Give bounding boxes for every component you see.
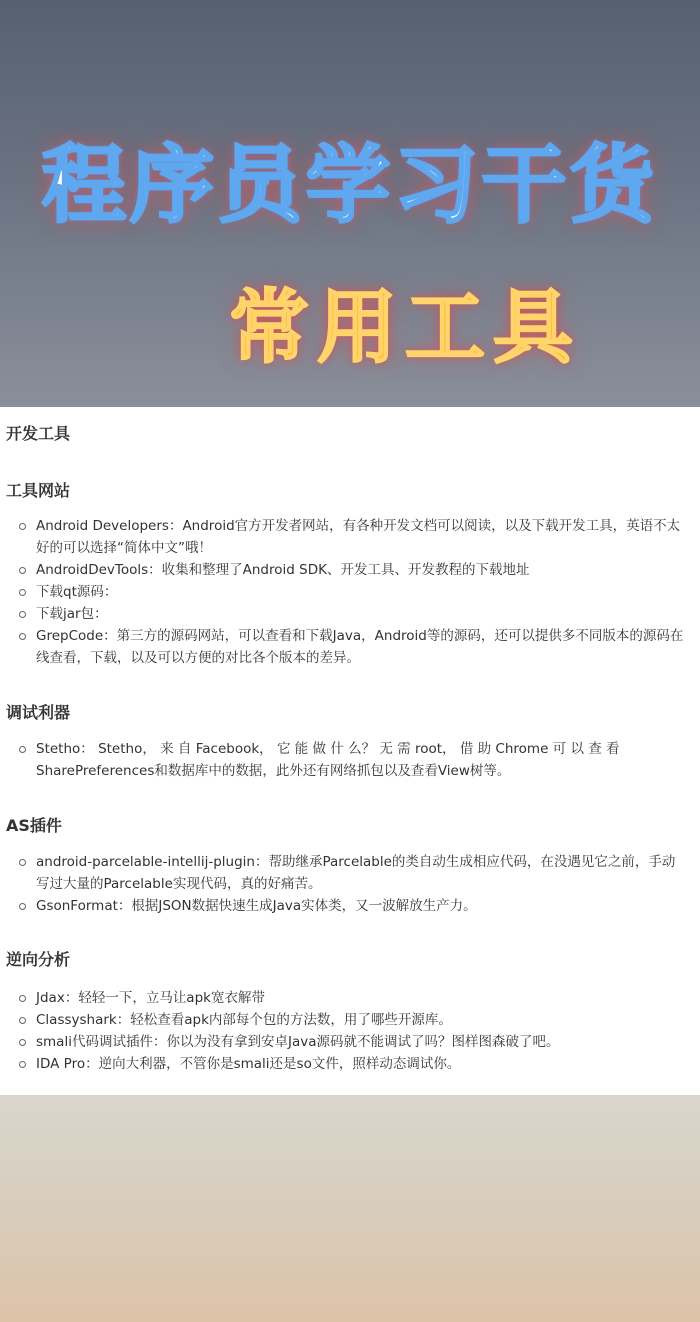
list-item: 下载jar包：	[0, 603, 700, 625]
list-item: Stetho： Stetho， 来 自 Facebook， 它 能 做 什 么？ 无 需 root， 借 助 Chrome 可 以 查 看 SharePreferences和数据库中的数据，此外还有网络抓包以及查看View树等。	[0, 738, 700, 782]
list-item: Classyshark：轻松查看apk内部每个包的方法数，用了哪些开源库。	[0, 1009, 700, 1031]
as-plugins-list	[0, 851, 700, 917]
tool-sites-list	[0, 515, 700, 669]
reverse-list	[0, 987, 700, 1075]
debug-tools-list	[0, 738, 700, 782]
list-item: Jdax：轻轻一下，立马让apk宽衣解带	[0, 987, 700, 1009]
list-item: AndroidDevTools：收集和整理了Android SDK、开发工具、开发教程的下载地址	[0, 559, 700, 581]
list-item: 下载qt源码：	[0, 581, 700, 603]
heading-tool-sites: 工具网站	[6, 481, 71, 500]
banner-subtitle: 常用工具	[229, 281, 581, 374]
list-item: smali代码调试插件：你以为没有拿到安卓Java源码就不能调试了吗？图样图森破了吧。	[0, 1031, 700, 1053]
heading-reverse: 逆向分析	[6, 950, 71, 969]
list-item: IDA Pro：逆向大利器，不管你是smali还是so文件，照样动态调试你。	[0, 1053, 700, 1075]
list-item: Android Developers：Android官方开发者网站，有各种开发文档可以阅读，以及下载开发工具，英语不太好的可以选择“简体中文”哦！	[0, 515, 700, 559]
bottom-background	[0, 1095, 700, 1322]
article-content	[0, 407, 700, 1095]
banner-title: 程序员学习干货	[41, 136, 658, 234]
heading-as-plugins: AS插件	[6, 816, 62, 835]
list-item: GsonFormat：根据JSON数据快速生成Java实体类，又一波解放生产力。	[0, 895, 700, 917]
heading-debug-tools: 调试利器	[6, 703, 71, 722]
heading-dev-tools: 开发工具	[6, 424, 71, 443]
list-item: GrepCode：第三方的源码网站，可以查看和下载Java，Android等的源码，还可以提供多不同版本的源码在线查看，下载，以及可以方便的对比各个版本的差异。	[0, 625, 700, 669]
cover-banner	[0, 0, 700, 407]
list-item: android-parcelable-intellij-plugin：帮助继承Parcelable的类自动生成相应代码，在没遇见它之前，手动写过大量的Parcelable实现代码，真的好痛苦。	[0, 851, 700, 895]
